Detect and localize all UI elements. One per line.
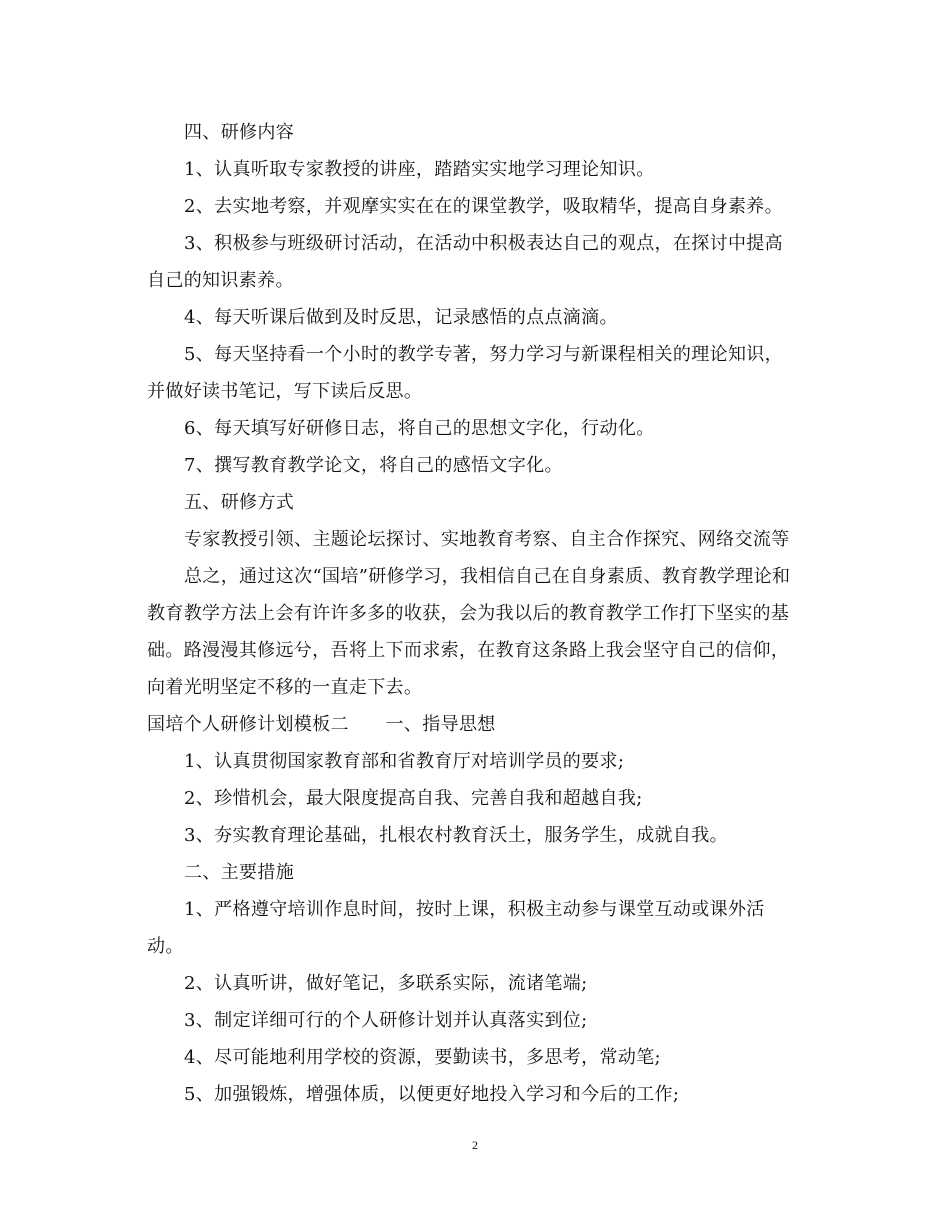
section-heading-research-content: 四、研修内容 [184,122,295,143]
paragraph: 4、尽可能地利用学校的资源，要勤读书，多思考，常动笔; [184,1047,661,1068]
section-heading-main-measures: 二、主要措施 [184,862,295,883]
paragraph: 3、夯实教育理论基础，扎根农村教育沃土，服务学生，成就自我。 [184,825,728,846]
paragraph: 4、每天听课后做到及时反思，记录感悟的点点滴滴。 [184,307,618,328]
paragraph: 6、每天填写好研修日志，将自己的思想文字化，行动化。 [184,418,655,439]
template-title-line: 国培个人研修计划模板二 一、指导思想 [147,714,496,735]
paragraph: 1、认真贯彻国家教育部和省教育厅对培训学员的要求; [184,751,625,772]
paragraph: 3、制定详细可行的个人研修计划并认真落实到位; [184,1010,588,1031]
page-number: 2 [472,1138,478,1152]
paragraph: 2、认真听讲，做好笔记，多联系实际，流诸笔端; [184,973,588,994]
paragraph: 3、积极参与班级研讨活动，在活动中积极表达自己的观点，在探讨中提高自己的知识素养。 [147,233,783,291]
paragraph: 5、每天坚持看一个小时的教学专著，努力学习与新课程相关的理论知识，并做好读书笔记，写下读后反思。 [147,344,783,402]
paragraph: 专家教授引领、主题论坛探讨、实地教育考察、自主合作探究、网络交流等 [184,529,790,550]
paragraph: 总之，通过这次“国培”研修学习，我相信自己在自身素质、教育教学理论和教育教学方法上会有许许多多的收获，会为我以后的教育教学工作打下坚实的基础。路漫漫其修远兮，吾将上下而求索，在教育这条路上我会坚守自己的信仰，向着光明坚定不移的一直走下去。 [147,566,791,698]
paragraph: 2、去实地考察，并观摩实实在在的课堂教学，吸取精华，提高自身素养。 [184,196,783,217]
paragraph: 2、珍惜机会，最大限度提高自我、完善自我和超越自我; [184,788,643,809]
paragraph: 1、严格遵守培训作息时间，按时上课，积极主动参与课堂互动或课外活动。 [147,899,765,957]
paragraph: 1、认真听取专家教授的讲座，踏踏实实地学习理论知识。 [184,159,655,180]
paragraph: 5、加强锻炼，增强体质，以便更好地投入学习和今后的工作; [184,1084,680,1105]
section-heading-research-methods: 五、研修方式 [184,492,295,513]
paragraph: 7、撰写教育教学论文，将自己的感悟文字化。 [184,455,563,476]
document-body [147,114,797,1113]
